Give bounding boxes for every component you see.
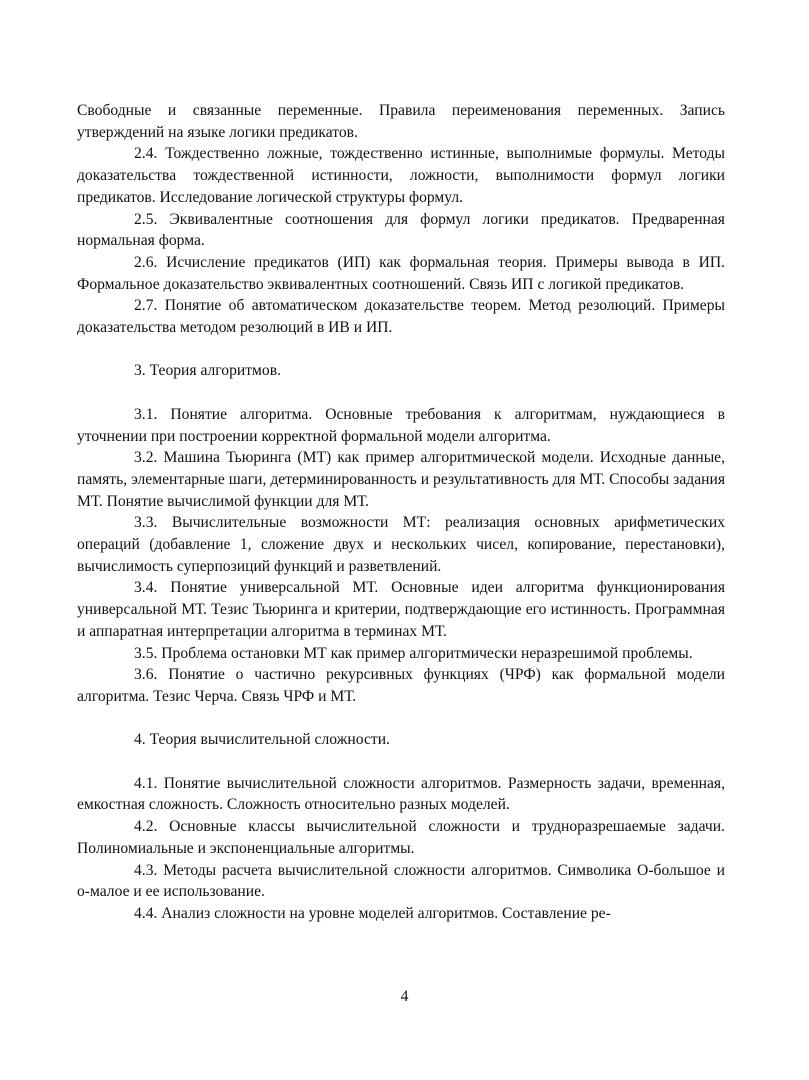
section-heading-3: 3. Теория алгоритмов.: [134, 362, 281, 380]
paragraph-4-4: 4.4. Анализ сложности на уровне моделей алгоритмов. Составление ре-: [134, 904, 611, 922]
paragraph-4-1: 4.1. Понятие вычислительной сложности алгоритмов. Размерность задачи, временная, емкостная сложность. Сложность относительно разных моделей.: [77, 774, 725, 814]
paragraph-2-6: 2.6. Исчисление предикатов (ИП) как формальная теория. Примеры вывода в ИП. Формальное доказательство эквивалентных соотношений. Связь ИП с логикой предикатов.: [77, 253, 725, 293]
paragraph-4-2: 4.2. Основные классы вычислительной сложности и трудноразрешаемые задачи. Полиномиальные и экспоненциальные алгоритмы.: [77, 818, 725, 857]
paragraph-2-4: 2.4. Тождественно ложные, тождественно истинные, выполнимые формулы. Методы доказательства тождественной истинности, ложности, выполнимости формул логики предикатов. Исследование логической структуры формул.: [77, 145, 725, 206]
section-heading-4: 4. Теория вычислительной сложности.: [134, 731, 390, 749]
paragraph-2-3-continuation: Свободные и связанные переменные. Правила переименования переменных. Запись утверждений на языке логики предикатов.: [77, 102, 725, 141]
paragraph-2-7: 2.7. Понятие об автоматическом доказательстве теорем. Метод резолюций. Примеры доказательства методом резолюций в ИВ и ИП.: [77, 297, 725, 337]
paragraph-3-1: 3.1. Понятие алгоритма. Основные требования к алгоритмам, нуждающиеся в уточнении при построении корректной формальной модели алгоритма.: [77, 405, 725, 445]
paragraph-3-4: 3.4. Понятие универсальной МТ. Основные идеи алгоритма функционирования универсальной МТ. Тезис Тьюринга и критерии, подтверждающие его истинность. Программная и аппаратная интерпретации алгоритма в терминах МТ.: [77, 579, 725, 640]
paragraph-3-5: 3.5. Проблема остановки МТ как пример алгоритмически неразрешимой проблемы.: [134, 644, 693, 662]
paragraph-2-5: 2.5. Эквивалентные соотношения для формул логики предикатов. Предваренная нормальная форма.: [77, 210, 725, 250]
paragraph-3-3: 3.3. Вычислительные возможности МТ: реализация основных арифметических операций (добавление 1, сложение двух и нескольких чисел, копирование, перестановки), вычислимость суперпозиций функций и разветвлений.: [77, 514, 725, 575]
body-text: [77, 100, 725, 925]
page-number: 4: [400, 988, 409, 1005]
paragraph-3-6: 3.6. Понятие о частично рекурсивных функциях (ЧРФ) как формальной модели алгоритма. Тезис Черча. Связь ЧРФ и МТ.: [77, 666, 725, 705]
paragraph-4-3: 4.3. Методы расчета вычислительной сложности алгоритмов. Символика О-большое и о-малое и ее использование.: [77, 861, 725, 901]
paragraph-3-2: 3.2. Машина Тьюринга (МТ) как пример алгоритмической модели. Исходные данные, память, элементарные шаги, детерминированность и результативность для МТ. Способы задания МТ. Понятие вычислимой функции для МТ.: [77, 449, 725, 510]
